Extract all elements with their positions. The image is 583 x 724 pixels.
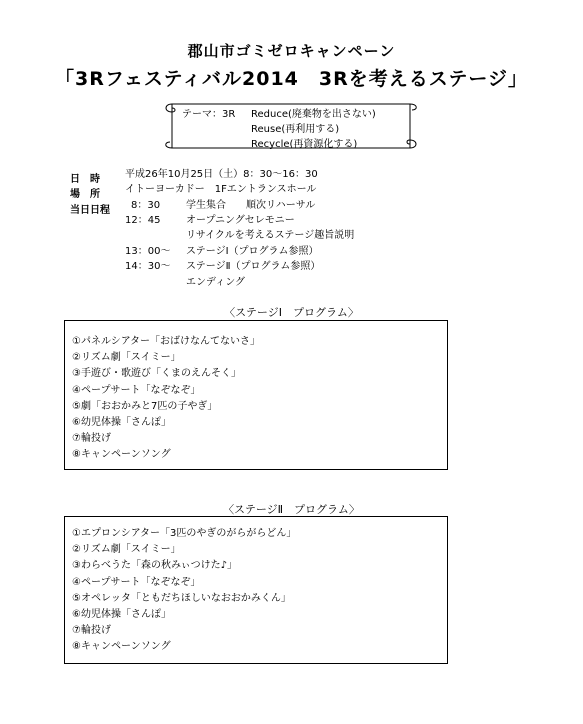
- list-item: ⑦輪投げ: [72, 433, 111, 445]
- list-item: ⑤劇「おおかみと7匹の子やぎ」: [72, 400, 218, 412]
- schedule-text: 学生集合 順次リハーサル: [186, 200, 316, 211]
- list-item: ⑦輪投げ: [72, 625, 111, 637]
- theme-item-reduce: Reduce(廃棄物を出さない): [251, 109, 376, 120]
- schedule-time: 12：45: [125, 215, 161, 226]
- theme-label: テーマ：3R: [182, 109, 236, 120]
- stage1-program-box: [64, 320, 448, 470]
- list-item: ④ペープサート「なぞなぞ」: [72, 576, 201, 588]
- stage2-program-box: [64, 516, 448, 664]
- title-line-1: 郡山市ゴミゼロキャンペーン: [187, 42, 396, 60]
- date-label: 日 時: [70, 174, 100, 185]
- schedule-time: 8：30: [131, 200, 161, 211]
- list-item: ①パネルシアター「おばけなんてないさ」: [72, 336, 261, 347]
- schedule-text: リサイクルを考えるステージ趣旨説明: [186, 230, 355, 241]
- theme-item-recycle: Recycle(再資源化する): [251, 139, 358, 150]
- schedule-text: ステージⅡ（プログラム参照）: [186, 261, 321, 272]
- stage1-program-list: [72, 334, 260, 464]
- list-item: ③手遊び・歌遊び「くまのえんそく」: [72, 368, 241, 380]
- list-item: ⑥幼児体操「さんぽ」: [72, 609, 171, 621]
- place-value: イトーヨーカドー 1Fエントランスホール: [125, 184, 317, 195]
- theme-item-reuse: Reuse(再利用する): [251, 124, 340, 135]
- date-value: 平成26年10月25日（土）8：30～16：30: [125, 169, 318, 180]
- list-item: ②リズム劇「スイミー」: [72, 544, 181, 556]
- stage2-program-list: [72, 526, 296, 656]
- list-item: ①エプロンシアター「3匹のやぎのがらがらどん」: [72, 528, 297, 539]
- stage2-heading: 〈ステージⅡ プログラム〉: [223, 503, 360, 516]
- schedule-text: オープニングセレモニー: [186, 215, 295, 226]
- schedule-time: 14：30～: [125, 261, 171, 272]
- schedule-text: エンディング: [186, 277, 245, 288]
- title-line-2: 「3Rフェスティバル2014 3Rを考えるステージ」: [55, 68, 528, 90]
- list-item: ②リズム劇「スイミー」: [72, 352, 181, 364]
- schedule-text: ステージⅠ（プログラム参照）: [186, 246, 319, 257]
- place-label: 場 所: [70, 189, 100, 200]
- stage1-heading: 〈ステージⅠ プログラム〉: [224, 306, 359, 319]
- theme-scroll: [160, 98, 422, 156]
- list-item: ③わらべうた「森の秋みぃつけた♪」: [72, 560, 238, 572]
- list-item: ④ペープサート「なぞなぞ」: [72, 384, 201, 396]
- list-item: ⑥幼児体操「さんぽ」: [72, 417, 171, 429]
- schedule-time: 13：00～: [125, 246, 171, 257]
- list-item: ⑤オペレッタ「ともだちほしいなおおかみくん」: [72, 592, 291, 604]
- list-item: ⑧キャンペーンソング: [72, 449, 171, 461]
- list-item: ⑧キャンペーンソング: [72, 641, 171, 653]
- schedule-label: 当日日程: [70, 205, 110, 216]
